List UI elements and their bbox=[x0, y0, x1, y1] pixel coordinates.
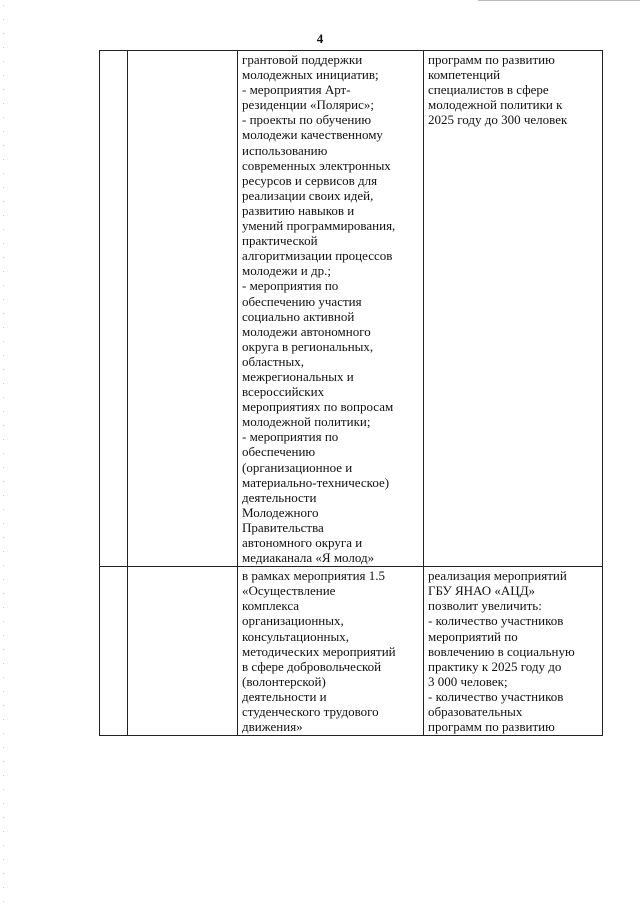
text-line: практику к 2025 году до bbox=[428, 658, 562, 674]
measures-cell bbox=[238, 567, 424, 736]
text-line: молодежной политики; bbox=[242, 414, 371, 430]
text-line: алгоритмизации процессов bbox=[242, 248, 393, 264]
text-line: социально активной bbox=[242, 308, 355, 324]
text-line: движения» bbox=[242, 719, 303, 735]
text-line: грантовой поддержки bbox=[242, 52, 363, 67]
text-line: Молодежного bbox=[242, 504, 319, 520]
text-line: деятельности bbox=[242, 489, 317, 505]
text-line: округа в региональных, bbox=[242, 338, 374, 354]
text-line: развитию навыков и bbox=[242, 202, 355, 218]
text-line: - количество участников bbox=[428, 688, 564, 704]
text-line: деятельности и bbox=[242, 688, 327, 704]
text-line: специалистов в сфере bbox=[428, 82, 549, 98]
text-line: современных электронных bbox=[242, 157, 391, 173]
text-line: компетенций bbox=[428, 67, 501, 83]
text-line: (организационное и bbox=[242, 459, 353, 475]
text-line: использованию bbox=[242, 142, 328, 158]
text-line: ГБУ ЯНАО «АЦД» bbox=[428, 583, 536, 599]
text-line: молодежных инициатив; bbox=[242, 67, 379, 83]
text-line: организационных, bbox=[242, 613, 344, 629]
text-line: вовлечению в социальную bbox=[428, 643, 575, 659]
text-line: комплекса bbox=[242, 598, 300, 614]
text-line: позволит увеличить: bbox=[428, 598, 542, 614]
text-line: областных, bbox=[242, 353, 304, 369]
text-line: практической bbox=[242, 233, 318, 249]
text-line: 3 000 человек; bbox=[428, 673, 508, 689]
top-edge-rule bbox=[478, 0, 640, 1]
text-line: - мероприятия Арт- bbox=[242, 82, 351, 98]
text-line: межрегиональных и bbox=[242, 368, 354, 384]
text-line: молодежи качественному bbox=[242, 127, 383, 143]
text-line: всероссийских bbox=[242, 384, 325, 400]
text-line: в сфере добровольческой bbox=[242, 658, 382, 674]
results-text bbox=[428, 52, 598, 127]
text-line: Правительства bbox=[242, 519, 324, 535]
measures-text bbox=[242, 568, 419, 734]
text-line: - мероприятия по bbox=[242, 278, 339, 294]
text-line: молодежной политики к bbox=[428, 97, 563, 113]
task-cell bbox=[128, 567, 238, 736]
text-line: - проекты по обучению bbox=[242, 112, 372, 128]
text-line: программ по развитию bbox=[428, 52, 555, 67]
task-cell bbox=[128, 51, 238, 567]
text-line: реализации своих идей, bbox=[242, 187, 374, 203]
scan-edge-artifact bbox=[3, 0, 4, 905]
text-line: автономного округа и bbox=[242, 535, 363, 550]
text-line: студенческого трудового bbox=[242, 704, 379, 720]
text-line: материально-техническое) bbox=[242, 474, 390, 490]
text-line: консультационных, bbox=[242, 628, 349, 644]
text-line: умений программирования, bbox=[242, 218, 396, 234]
text-line: - мероприятия по bbox=[242, 429, 339, 445]
text-line: образовательных bbox=[428, 704, 523, 720]
text-line: 2025 году до 300 человек bbox=[428, 112, 568, 128]
measures-text bbox=[242, 52, 419, 565]
text-line: мероприятий по bbox=[428, 628, 518, 644]
program-table bbox=[99, 50, 603, 736]
text-line: молодежи и др.; bbox=[242, 263, 331, 279]
page-number: 4 bbox=[316, 31, 324, 46]
number-cell bbox=[100, 51, 128, 567]
text-line: медиаканала «Я молод» bbox=[242, 550, 375, 566]
text-line: программ по развитию bbox=[428, 719, 555, 735]
measures-cell bbox=[238, 51, 424, 567]
results-text bbox=[428, 568, 598, 734]
text-line: молодежи автономного bbox=[242, 323, 371, 339]
text-line: «Осуществление bbox=[242, 583, 336, 599]
table-row bbox=[100, 567, 603, 736]
text-line: резиденции «Полярис»; bbox=[242, 97, 375, 113]
text-line: ресурсов и сервисов для bbox=[242, 172, 378, 188]
results-cell bbox=[424, 51, 603, 567]
text-line: мероприятиях по вопросам bbox=[242, 399, 394, 415]
table-row bbox=[100, 51, 603, 567]
text-line: - количество участников bbox=[428, 613, 564, 629]
text-line: обеспечению bbox=[242, 444, 316, 460]
text-line: обеспечению участия bbox=[242, 293, 362, 309]
text-line: реализация мероприятий bbox=[428, 568, 567, 584]
results-cell bbox=[424, 567, 603, 736]
text-line: методических мероприятий bbox=[242, 643, 396, 659]
text-line: (волонтерской) bbox=[242, 673, 326, 689]
number-cell bbox=[100, 567, 128, 736]
text-line: в рамках мероприятия 1.5 bbox=[242, 568, 386, 584]
